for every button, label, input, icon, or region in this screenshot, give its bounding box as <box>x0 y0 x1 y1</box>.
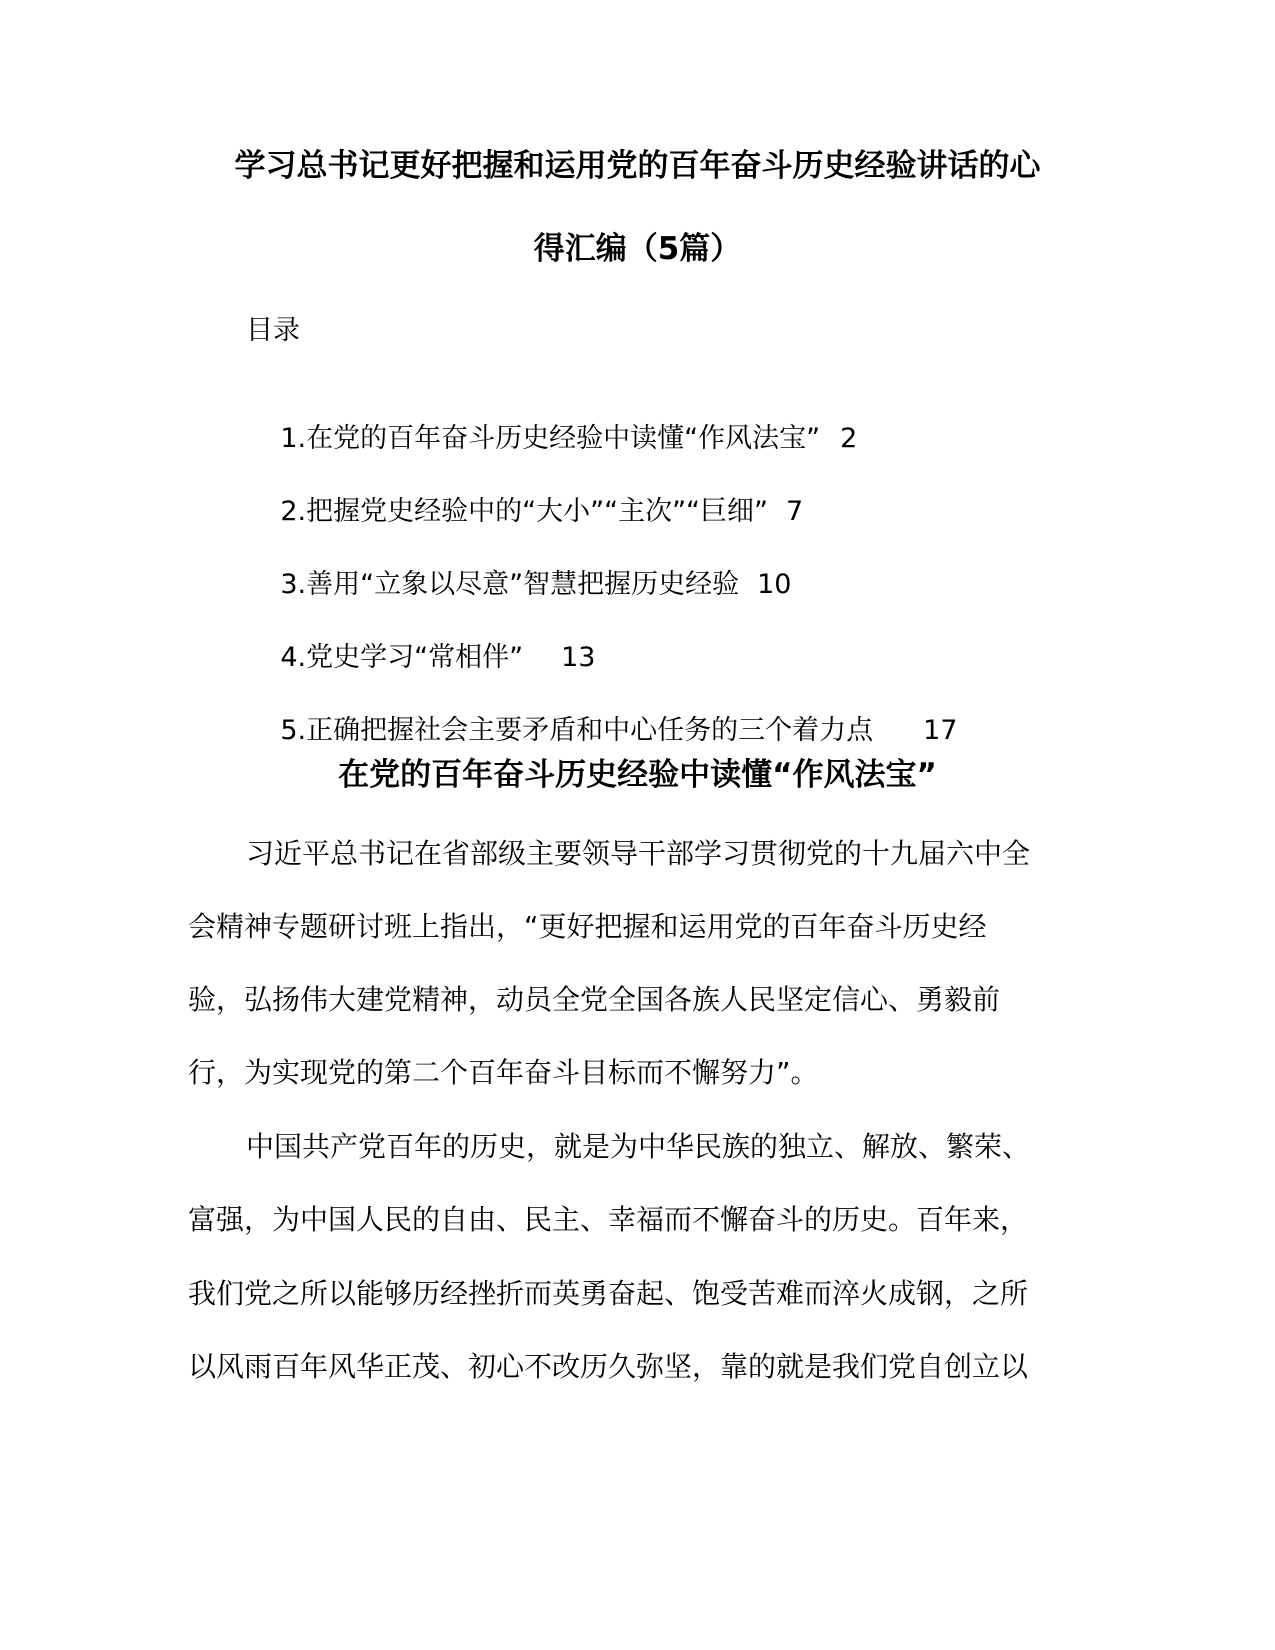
section-title: 在党的百年奋斗历史经验中读懂“作风法宝” <box>338 757 937 793</box>
document-title-line-1: 学习总书记更好把握和运用党的百年奋斗历史经验讲话的心 <box>234 148 1041 184</box>
body-line: 我们党之所以能够历经挫折而英勇奋起、饱受苦难而淬火成钢，之所 <box>188 1277 1029 1310</box>
toc-item-label: 3.善用“立象以尽意”智慧把握历史经验 <box>280 569 740 600</box>
toc-heading: 目录 <box>246 315 300 346</box>
toc-item-page: 2 <box>840 423 858 454</box>
toc-item-page: 10 <box>757 569 792 600</box>
body-line: 行，为实现党的第二个百年奋斗目标而不懈努力”。 <box>188 1056 819 1089</box>
body-line: 中国共产党百年的历史，就是为中华民族的独立、解放、繁荣、 <box>246 1130 1031 1163</box>
body-line: 习近平总书记在省部级主要领导干部学习贯彻党的十九届六中全 <box>246 837 1031 870</box>
body-line: 以风雨百年风华正茂、初心不改历久弥坚，靠的就是我们党自创立以 <box>188 1350 1029 1383</box>
toc-item-page: 17 <box>923 715 958 746</box>
body-line: 会精神专题研讨班上指出，“更好把握和运用党的百年奋斗历史经 <box>188 910 987 943</box>
document-title-line-2: 得汇编（5篇） <box>533 231 742 267</box>
toc-item-page: 13 <box>561 642 596 673</box>
toc-item-label: 4.党史学习“常相伴” <box>280 642 524 673</box>
toc-item-page: 7 <box>786 496 804 527</box>
body-line: 验，弘扬伟大建党精神，动员全党全国各族人民坚定信心、勇毅前 <box>188 983 1001 1016</box>
body-line: 富强，为中国人民的自由、民主、幸福而不懈奋斗的历史。百年来， <box>188 1203 1029 1236</box>
toc-item-label: 2.把握党史经验中的“大小”“主次”“巨细” <box>280 496 769 527</box>
toc-item-label: 1.在党的百年奋斗历史经验中读懂“作风法宝” <box>280 423 821 454</box>
toc-item-label: 5.正确把握社会主要矛盾和中心任务的三个着力点 <box>280 715 874 746</box>
